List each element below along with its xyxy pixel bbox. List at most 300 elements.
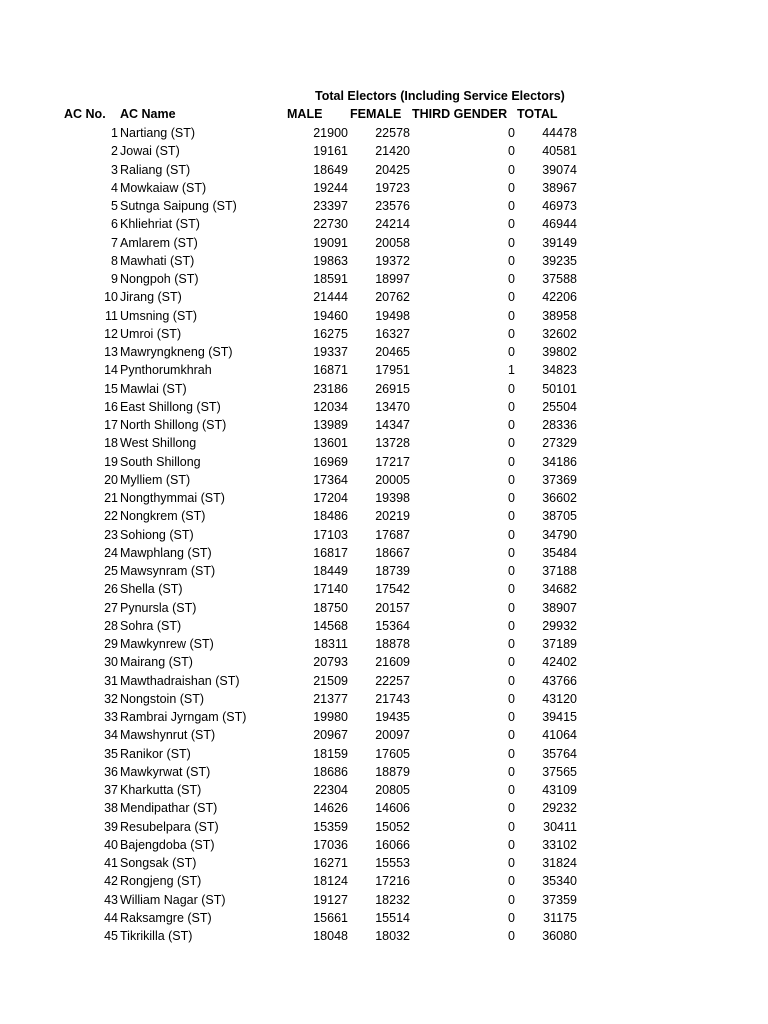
cell-ac-name: Jowai (ST) (120, 144, 180, 159)
cell-male: 17103 (313, 527, 348, 542)
cell-ac-name: West Shillong (120, 436, 197, 451)
cell-total: 50101 (542, 381, 577, 396)
cell-ac-no: 26 (104, 582, 118, 597)
cell-ac-name: Nongkrem (ST) (120, 509, 206, 524)
cell-third-gender: 0 (508, 472, 515, 487)
cell-ac-no: 30 (104, 655, 118, 670)
cell-female: 15553 (375, 856, 410, 870)
cell-female: 15052 (375, 819, 410, 834)
table-row (0, 653, 768, 671)
cell-total: 31824 (542, 856, 577, 870)
cell-total: 42206 (542, 290, 577, 305)
table-row (0, 343, 768, 361)
cell-third-gender: 0 (508, 819, 515, 834)
table-row (0, 781, 768, 799)
cell-third-gender: 0 (508, 728, 515, 743)
table-row (0, 872, 768, 890)
cell-male: 19460 (313, 308, 348, 323)
cell-ac-name: Pynursla (ST) (120, 600, 197, 615)
cell-male: 23397 (313, 199, 348, 213)
cell-ac-name: Mawphlang (ST) (120, 545, 212, 560)
cell-third-gender: 0 (508, 582, 515, 597)
table-row (0, 745, 768, 763)
cell-female: 23576 (375, 199, 410, 213)
cell-ac-name: Mairang (ST) (120, 655, 193, 670)
cell-ac-no: 41 (104, 856, 118, 870)
cell-ac-name: Mawshynrut (ST) (120, 728, 216, 743)
cell-male: 17204 (313, 491, 348, 505)
cell-ac-no: 2 (111, 144, 118, 159)
cell-ac-no: 25 (104, 564, 118, 578)
cell-third-gender: 0 (508, 290, 515, 305)
cell-ac-no: 40 (104, 837, 118, 852)
cell-female: 15514 (375, 910, 410, 925)
cell-ac-no: 3 (111, 162, 118, 177)
cell-ac-name: Sutnga Saipung (ST) (120, 199, 237, 213)
cell-third-gender: 0 (508, 673, 515, 688)
cell-female: 18667 (375, 545, 410, 560)
table-row (0, 726, 768, 744)
cell-male: 16817 (313, 545, 348, 560)
cell-ac-name: Amlarem (ST) (120, 235, 198, 250)
cell-ac-name: Kharkutta (ST) (120, 783, 202, 797)
cell-male: 18159 (313, 746, 348, 761)
cell-total: 38967 (542, 180, 577, 195)
cell-ac-name: Mawkyrwat (ST) (120, 764, 211, 779)
cell-female: 19372 (375, 253, 410, 268)
cell-third-gender: 0 (508, 199, 515, 213)
cell-third-gender: 0 (508, 180, 515, 195)
cell-third-gender: 1 (508, 363, 515, 378)
cell-third-gender: 0 (508, 217, 515, 232)
cell-ac-name: Mawkynrew (ST) (120, 637, 214, 651)
cell-ac-no: 29 (104, 637, 118, 651)
cell-male: 16969 (313, 454, 348, 469)
cell-total: 46973 (542, 199, 577, 213)
cell-third-gender: 0 (508, 856, 515, 870)
table-row (0, 507, 768, 525)
cell-ac-name: Umroi (ST) (120, 326, 182, 341)
cell-total: 42402 (542, 655, 577, 670)
cell-total: 44478 (542, 126, 577, 140)
cell-female: 17951 (375, 363, 410, 378)
cell-third-gender: 0 (508, 618, 515, 633)
cell-male: 23186 (313, 381, 348, 396)
table-row (0, 197, 768, 215)
cell-third-gender: 0 (508, 235, 515, 250)
table-row (0, 672, 768, 690)
cell-total: 37189 (542, 637, 577, 651)
cell-ac-no: 11 (105, 308, 118, 323)
cell-third-gender: 0 (508, 545, 515, 560)
cell-ac-name: Jirang (ST) (120, 290, 182, 305)
cell-female: 17216 (375, 874, 410, 889)
cell-male: 18591 (313, 272, 348, 286)
cell-ac-name: Mawthadraishan (ST) (120, 673, 240, 688)
cell-total: 27329 (542, 436, 577, 451)
cell-male: 15661 (313, 910, 348, 925)
cell-ac-no: 32 (104, 691, 118, 706)
cell-total: 34682 (542, 582, 577, 597)
table-row (0, 799, 768, 817)
table-row (0, 380, 768, 398)
cell-ac-no: 16 (104, 399, 118, 414)
table-row (0, 416, 768, 434)
cell-ac-no: 42 (104, 874, 118, 889)
cell-third-gender: 0 (508, 783, 515, 797)
table-row (0, 526, 768, 544)
cell-total: 34790 (542, 527, 577, 542)
cell-male: 18048 (313, 929, 348, 943)
cell-total: 43120 (542, 691, 577, 706)
cell-total: 36602 (542, 491, 577, 505)
cell-third-gender: 0 (508, 655, 515, 670)
cell-male: 17036 (313, 837, 348, 852)
cell-total: 33102 (542, 837, 577, 852)
cell-third-gender: 0 (508, 381, 515, 396)
cell-ac-name: Bajengdoba (ST) (120, 837, 215, 852)
cell-total: 29932 (542, 618, 577, 633)
table-row (0, 617, 768, 635)
table-row (0, 142, 768, 160)
cell-ac-no: 13 (104, 345, 118, 359)
cell-male: 20793 (313, 655, 348, 670)
cell-male: 18311 (314, 637, 348, 651)
cell-third-gender: 0 (508, 710, 515, 724)
cell-female: 18739 (375, 564, 410, 578)
cell-ac-name: Mylliem (ST) (120, 472, 191, 487)
table-title: Total Electors (Including Service Electors) (315, 89, 565, 103)
table-body (0, 124, 768, 945)
cell-ac-no: 36 (104, 764, 118, 779)
cell-third-gender: 0 (508, 418, 515, 432)
cell-third-gender: 0 (508, 308, 515, 323)
cell-ac-no: 5 (111, 199, 118, 213)
table-row (0, 909, 768, 927)
cell-total: 39235 (542, 253, 577, 268)
cell-ac-no: 38 (104, 801, 118, 816)
cell-third-gender: 0 (508, 509, 515, 524)
cell-female: 20805 (375, 783, 410, 797)
table-row (0, 234, 768, 252)
cell-male: 18449 (313, 564, 348, 578)
cell-ac-no: 43 (104, 892, 118, 907)
cell-ac-name: Pynthorumkhrah (120, 363, 212, 378)
cell-third-gender: 0 (508, 837, 515, 852)
cell-male: 18649 (313, 162, 348, 177)
cell-third-gender: 0 (508, 600, 515, 615)
cell-ac-no: 37 (104, 783, 118, 797)
cell-male: 13601 (313, 436, 348, 451)
cell-third-gender: 0 (508, 527, 515, 542)
table-row (0, 398, 768, 416)
cell-female: 13728 (375, 436, 410, 451)
table-row (0, 818, 768, 836)
table-row (0, 854, 768, 872)
cell-third-gender: 0 (508, 691, 515, 706)
cell-third-gender: 0 (508, 126, 515, 140)
cell-third-gender: 0 (508, 746, 515, 761)
cell-ac-name: Songsak (ST) (120, 856, 197, 870)
cell-ac-no: 21 (104, 491, 118, 505)
cell-total: 37359 (542, 892, 577, 907)
cell-third-gender: 0 (508, 910, 515, 925)
table-row (0, 252, 768, 270)
cell-total: 38958 (542, 308, 577, 323)
cell-third-gender: 0 (508, 491, 515, 505)
table-row (0, 434, 768, 452)
cell-ac-no: 20 (104, 472, 118, 487)
cell-ac-no: 28 (104, 618, 118, 633)
cell-ac-name: East Shillong (ST) (120, 399, 221, 414)
cell-male: 16871 (313, 363, 348, 378)
cell-third-gender: 0 (508, 345, 515, 359)
cell-female: 21743 (375, 691, 410, 706)
cell-female: 17217 (375, 454, 410, 469)
table-row (0, 288, 768, 306)
table-row (0, 562, 768, 580)
cell-female: 20465 (375, 345, 410, 359)
cell-total: 30411 (543, 819, 577, 834)
cell-male: 18750 (313, 600, 348, 615)
cell-female: 19498 (375, 308, 410, 323)
cell-female: 18997 (375, 272, 410, 286)
cell-ac-name: Shella (ST) (120, 582, 183, 597)
cell-ac-no: 12 (104, 326, 118, 341)
cell-female: 16327 (375, 326, 410, 341)
cell-third-gender: 0 (508, 272, 515, 286)
table-row (0, 927, 768, 945)
cell-ac-no: 31 (104, 673, 118, 688)
cell-third-gender: 0 (508, 326, 515, 341)
cell-ac-name: Rongjeng (ST) (120, 874, 202, 889)
table-row (0, 635, 768, 653)
table-row (0, 361, 768, 379)
cell-total: 37188 (542, 564, 577, 578)
cell-total: 35340 (542, 874, 577, 889)
cell-male: 19091 (313, 235, 348, 250)
table-row (0, 270, 768, 288)
cell-third-gender: 0 (508, 436, 515, 451)
cell-third-gender: 0 (508, 253, 515, 268)
cell-female: 17605 (375, 746, 410, 761)
cell-total: 39074 (542, 162, 577, 177)
header-ac-no: AC No. (64, 107, 106, 121)
cell-ac-no: 44 (104, 910, 118, 925)
cell-female: 19723 (375, 180, 410, 195)
cell-third-gender: 0 (508, 801, 515, 816)
cell-male: 13989 (313, 418, 348, 432)
cell-female: 15364 (375, 618, 410, 633)
table-row (0, 708, 768, 726)
cell-ac-no: 10 (104, 290, 118, 305)
cell-male: 18686 (313, 764, 348, 779)
cell-male: 12034 (313, 399, 348, 414)
cell-male: 22304 (313, 783, 348, 797)
cell-ac-name: Nongthymmai (ST) (120, 491, 225, 505)
table-row (0, 544, 768, 562)
cell-female: 20097 (375, 728, 410, 743)
cell-female: 20219 (375, 509, 410, 524)
table-row (0, 891, 768, 909)
cell-ac-no: 7 (111, 235, 118, 250)
cell-ac-name: Ranikor (ST) (120, 746, 191, 761)
cell-female: 14606 (375, 801, 410, 816)
table-row (0, 215, 768, 233)
cell-third-gender: 0 (508, 874, 515, 889)
cell-male: 22730 (313, 217, 348, 232)
table-row (0, 489, 768, 507)
table-row (0, 471, 768, 489)
cell-third-gender: 0 (508, 399, 515, 414)
cell-ac-name: William Nagar (ST) (120, 892, 226, 907)
cell-female: 13470 (375, 399, 410, 414)
cell-ac-name: Nongstoin (ST) (120, 691, 205, 706)
cell-female: 19398 (375, 491, 410, 505)
cell-total: 25504 (542, 399, 577, 414)
cell-female: 21609 (375, 655, 410, 670)
cell-female: 18879 (375, 764, 410, 779)
cell-ac-no: 14 (104, 363, 118, 378)
cell-male: 16271 (313, 856, 348, 870)
cell-total: 38907 (542, 600, 577, 615)
cell-male: 21444 (313, 290, 348, 305)
cell-male: 14626 (313, 801, 348, 816)
header-ac-name: AC Name (120, 107, 176, 121)
cell-ac-no: 45 (104, 929, 118, 943)
cell-male: 14568 (313, 618, 348, 633)
cell-ac-no: 6 (111, 217, 118, 232)
table-row (0, 307, 768, 325)
cell-third-gender: 0 (508, 637, 515, 651)
cell-ac-no: 27 (104, 600, 118, 615)
cell-ac-name: Umsning (ST) (120, 308, 198, 323)
cell-total: 32602 (542, 326, 577, 341)
cell-male: 17140 (313, 582, 348, 597)
cell-female: 21420 (375, 144, 410, 159)
cell-female: 18878 (375, 637, 410, 651)
table-row (0, 580, 768, 598)
cell-third-gender: 0 (508, 929, 515, 943)
cell-male: 17364 (313, 472, 348, 487)
cell-female: 24214 (375, 217, 410, 232)
cell-total: 37565 (542, 764, 577, 779)
cell-total: 34823 (542, 363, 577, 378)
cell-ac-name: Nongpoh (ST) (120, 272, 199, 286)
cell-male: 19244 (313, 180, 348, 195)
cell-total: 38705 (542, 509, 577, 524)
cell-male: 19337 (313, 345, 348, 359)
cell-total: 39415 (542, 710, 577, 724)
cell-total: 41064 (542, 728, 577, 743)
cell-total: 37588 (542, 272, 577, 286)
cell-female: 17542 (375, 582, 410, 597)
cell-ac-name: Mawlai (ST) (120, 381, 187, 396)
cell-total: 43109 (542, 783, 577, 797)
cell-ac-name: Resubelpara (ST) (120, 819, 219, 834)
cell-male: 18486 (313, 509, 348, 524)
cell-male: 20967 (313, 728, 348, 743)
cell-ac-name: Sohiong (ST) (120, 527, 194, 542)
header-total: TOTAL (517, 107, 558, 121)
cell-female: 18232 (375, 892, 410, 907)
cell-female: 20762 (375, 290, 410, 305)
cell-male: 16275 (313, 326, 348, 341)
cell-ac-no: 1 (111, 126, 118, 140)
cell-female: 20058 (375, 235, 410, 250)
cell-ac-no: 17 (104, 418, 118, 432)
cell-third-gender: 0 (508, 162, 515, 177)
cell-male: 19863 (313, 253, 348, 268)
cell-total: 37369 (542, 472, 577, 487)
table-row (0, 453, 768, 471)
table-row (0, 124, 768, 142)
cell-third-gender: 0 (508, 892, 515, 907)
cell-total: 39149 (542, 235, 577, 250)
cell-male: 21377 (313, 691, 348, 706)
cell-total: 28336 (542, 418, 577, 432)
cell-ac-no: 15 (104, 381, 118, 396)
table-row (0, 763, 768, 781)
cell-third-gender: 0 (508, 144, 515, 159)
cell-total: 39802 (542, 345, 577, 359)
cell-ac-name: Mendipathar (ST) (120, 801, 218, 816)
cell-total: 36080 (542, 929, 577, 943)
cell-ac-name: Raksamgre (ST) (120, 910, 212, 925)
cell-ac-no: 9 (111, 272, 118, 286)
cell-total: 43766 (542, 673, 577, 688)
cell-female: 17687 (375, 527, 410, 542)
cell-total: 34186 (542, 454, 577, 469)
table-row (0, 690, 768, 708)
cell-ac-no: 34 (104, 728, 118, 743)
cell-total: 35484 (542, 545, 577, 560)
cell-female: 26915 (375, 381, 410, 396)
cell-female: 22578 (375, 126, 410, 140)
cell-third-gender: 0 (508, 564, 515, 578)
cell-female: 16066 (375, 837, 410, 852)
cell-ac-name: Khliehriat (ST) (120, 217, 200, 232)
header-male: MALE (287, 107, 323, 121)
cell-female: 19435 (375, 710, 410, 724)
cell-female: 20425 (375, 162, 410, 177)
cell-total: 35764 (542, 746, 577, 761)
table-row (0, 179, 768, 197)
cell-total: 29232 (542, 801, 577, 816)
cell-ac-no: 18 (104, 436, 118, 451)
cell-third-gender: 0 (508, 454, 515, 469)
cell-ac-no: 23 (104, 527, 118, 542)
cell-ac-no: 4 (111, 180, 118, 195)
cell-ac-name: Rambrai Jyrngam (ST) (120, 710, 247, 724)
cell-female: 14347 (375, 418, 410, 432)
cell-ac-name: Tikrikilla (ST) (120, 929, 193, 943)
cell-ac-name: Sohra (ST) (120, 618, 182, 633)
cell-ac-no: 22 (104, 509, 118, 524)
cell-ac-no: 33 (104, 710, 118, 724)
cell-male: 21509 (313, 673, 348, 688)
table-row (0, 599, 768, 617)
cell-male: 19161 (313, 144, 348, 159)
cell-male: 21900 (313, 126, 348, 140)
table-row (0, 325, 768, 343)
header-third-gender: THIRD GENDER (412, 107, 508, 121)
cell-ac-no: 24 (104, 545, 118, 560)
cell-male: 18124 (313, 874, 348, 889)
cell-female: 20157 (375, 600, 410, 615)
cell-female: 20005 (375, 472, 410, 487)
cell-ac-no: 19 (104, 454, 118, 469)
